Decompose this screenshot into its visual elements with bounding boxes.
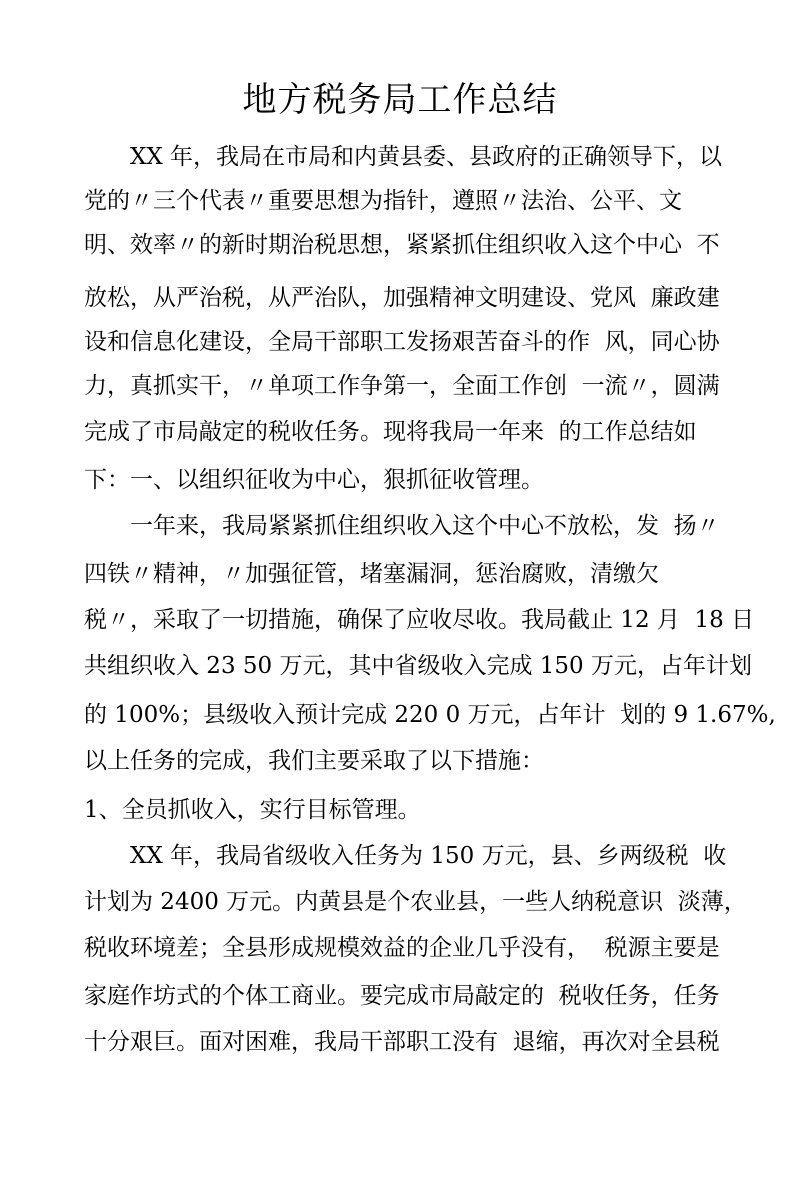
body-line: 明、效率〃的新时期治税思想，紧紧抓住组织收入这个中心 不 [84, 232, 720, 258]
body-line: 完成了市局敲定的税收任务。现将我局一年来 的工作总结如 [84, 419, 697, 445]
body-line: 税收环境差；全县形成规模效益的企业几乎没有， 税源主要是 [84, 935, 720, 961]
body-line: 设和信息化建设，全局干部职工发扬艰苦奋斗的作 风，同心协 [84, 329, 720, 355]
body-line: 十分艰巨。面对困难，我局干部职工没有 退缩，再次对全县税 [84, 1029, 720, 1055]
body-line: 四铁〃精神，〃加强征管，堵塞漏洞，惩治腐败，清缴欠 [84, 561, 659, 587]
body-line: 计划为 2400 万元。内黄县是个农业县，一些人纳税意识 淡薄， [84, 889, 747, 915]
body-line: 共组织收入 23 50 万元，其中省级收入完成 150 万元，占年计划 [84, 653, 752, 679]
body-line: 税〃，采取了一切措施，确保了应收尽收。我局截止 12 月 18 日 [84, 607, 755, 633]
body-line: 力，真抓实干，〃单项工作争第一，全面工作创 一流〃，圆满 [84, 373, 720, 399]
body-line: 的 100%；县级收入预计完成 220 0 万元，占年计 划的 9 1.67%, [84, 702, 776, 728]
body-line: 党的〃三个代表〃重要思想为指针，遵照〃法治、公平、文 [84, 188, 682, 214]
section-heading: 1、全员抓收入，实行目标管理。 [84, 797, 421, 823]
body-line: XX 年，我局省级收入任务为 150 万元，县、乡两级税 收 [84, 843, 727, 869]
body-line: 放松，从严治税，从严治队，加强精神文明建设、党风 廉政建 [84, 285, 720, 311]
body-line: 一年来，我局紧紧抓住组织收入这个中心不放松，发 扬〃 [84, 513, 720, 539]
document-title: 地方税务局工作总结 [242, 80, 558, 120]
body-line: 以上任务的完成，我们主要采取了以下措施： [84, 748, 544, 774]
body-line: 下：一、以组织征收为中心，狠抓征收管理。 [84, 467, 544, 493]
body-line: 家庭作坊式的个体工商业。要完成市局敲定的 税收任务，任务 [84, 983, 720, 1009]
body-line: XX 年，我局在市局和内黄县委、县政府的正确领导下，以 [84, 144, 723, 170]
